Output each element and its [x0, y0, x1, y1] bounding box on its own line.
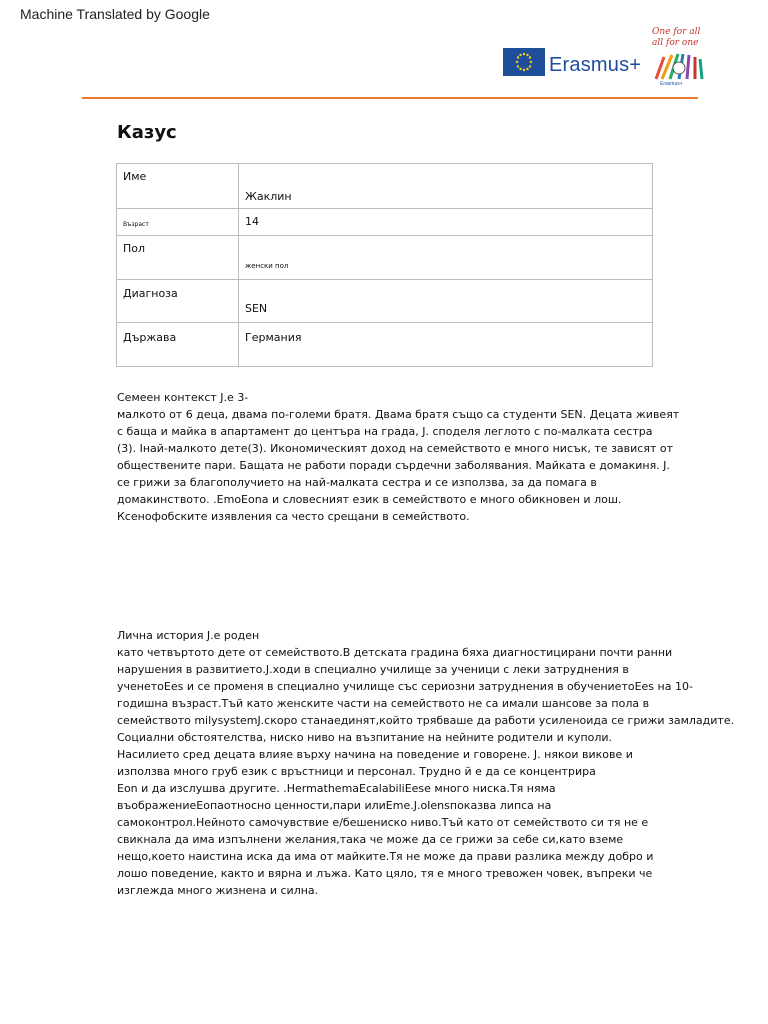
- paragraph-line: свикнала да има изпълнени желания,така че може да се грижи за себе си,като вземе: [117, 833, 624, 846]
- paragraph-line: нещо,което наистина иска да има от майките.Тя не може да прави разлика между добро и: [117, 850, 654, 863]
- diagnosis-value: SEN: [239, 280, 653, 323]
- one-for-all-logo: [650, 27, 708, 89]
- paragraph-line: ученетоEes и се променя в специално училище със сериозни затруднения в обучениетоEes на 10-: [117, 680, 693, 693]
- paragraph-line: се грижи за благополучието на най-малката сестра и се използва, за да помага в: [117, 476, 597, 489]
- eu-stars-icon: [503, 48, 545, 76]
- paragraph-line: като четвъртото дете от семейството.В детската градина бяха диагностицирани почти ранни: [117, 646, 673, 659]
- age-value: 14: [239, 209, 653, 236]
- paragraph-line: малкото от 6 деца, двама по-големи братя. Двама братя също са студенти SEN. Децата живеят: [117, 408, 680, 421]
- table-row-gender: [117, 236, 653, 280]
- name-value: Жаклин: [239, 164, 653, 209]
- machine-translation-banner: Machine Translated by Google: [20, 6, 210, 22]
- country-label: Държава: [117, 323, 239, 367]
- paragraph-line: обществените пари. Бащата не работи поради сърдечни заболявания. Майката е домакиня. J.: [117, 459, 670, 472]
- paragraph-line: с баща и майка в апартамент до центъра на града, J. споделя леглото с по-малката сестра: [117, 425, 653, 438]
- paragraph-line: домакинството. .EmoEona и словесният език в семейството е много обикновен и лош.: [117, 493, 622, 506]
- country-value: Германия: [239, 323, 653, 367]
- paragraph-line: Eon и да изслушва другите. .HermathemaEcalabiliEese много ниска.Тя няма: [117, 782, 556, 795]
- case-info-table: [116, 163, 653, 367]
- paragraph-line: изглежда много жизнена и силна.: [117, 884, 319, 897]
- paragraph-line: самоконтрол.Нейното самочувствие е/бешениско ниво.Тъй като от семейството си тя не е: [117, 816, 649, 829]
- family-context-paragraph: [117, 389, 680, 525]
- paragraph-line: годишна възраст.Тъй като женските части на семейството не са имали шансове за пола в: [117, 697, 650, 710]
- table-row-country: [117, 323, 653, 367]
- paragraph-line: Социални обстоятелства, ниско ниво на възпитание на нейните родители и куполи.: [117, 731, 613, 744]
- paragraph-line: използва много груб език с връстници и персонал. Трудно й е да се концентрира: [117, 765, 596, 778]
- table-row-diagnosis: [117, 280, 653, 323]
- personal-history-paragraph: [117, 627, 735, 899]
- gender-label: Пол: [117, 236, 239, 280]
- diagnosis-label: Диагноза: [117, 280, 239, 323]
- paragraph-line: лошо поведение, както и вярна и лъжа. Като цяло, тя е много тревожен човек, въпреки че: [117, 867, 653, 880]
- page-title: Казус: [117, 122, 177, 143]
- paragraph-line: Лична история J.е роден: [117, 629, 260, 642]
- table-row-name: [117, 164, 653, 209]
- eu-flag-icon: [503, 48, 545, 76]
- table-row-age: [117, 209, 653, 236]
- paragraph-line: Насилието сред децата влияе върху начина на поведение и говорене. J. някои викове и: [117, 748, 633, 761]
- hands-icon: [652, 51, 706, 81]
- paragraph-line: семейството milysystemJ.скоро станаединят,който трябваше да работи усиленоида се грижи замладите.: [117, 714, 735, 727]
- logo-line-2: all for one: [652, 38, 699, 48]
- paragraph-line: въображениеEoпаотносно ценности,пари илиEme.J.oIensпоказва липса на: [117, 799, 552, 812]
- header-divider: [82, 97, 698, 99]
- age-label: Възраст: [117, 209, 239, 236]
- paragraph-line: нарушения в развитието.J.ходи в специално училище за ученици с леки затруднения в: [117, 663, 629, 676]
- gender-value: женски пол: [239, 236, 653, 280]
- logo-line-1: One for all: [652, 27, 701, 37]
- erasmus-plus-logo: Erasmus+: [549, 54, 642, 76]
- paragraph-line: (3). Інай-малкото дете(3). Икономическият доход на семейството е много нисък, те зависят от: [117, 442, 673, 455]
- paragraph-line: Ксенофобските изявления са често срещани в семейството.: [117, 510, 470, 523]
- logo-small-erasmus: Erasmus+: [660, 81, 683, 87]
- paragraph-line: Семеен контекст J.е 3-: [117, 391, 249, 404]
- name-label: Име: [117, 164, 239, 209]
